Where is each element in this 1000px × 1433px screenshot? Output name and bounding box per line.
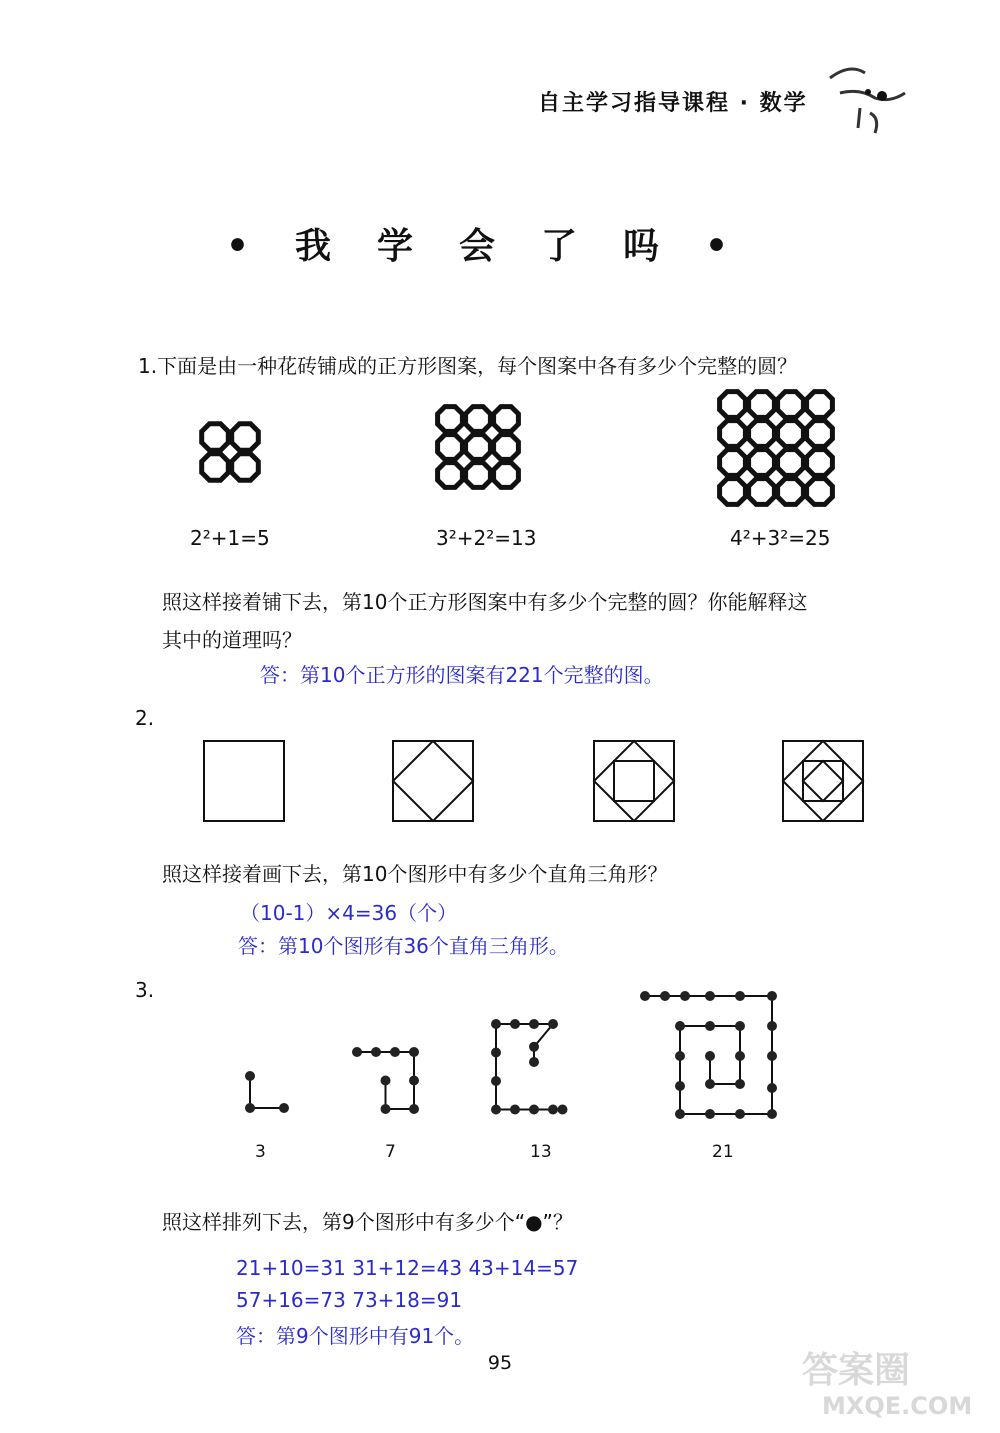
spiral-dot <box>767 1083 777 1093</box>
watermark-logo: 答案圈 <box>802 1350 911 1391</box>
spiral-dot <box>705 1079 715 1089</box>
q1-followup-line2: 其中的道理吗？ <box>162 628 302 652</box>
header-title: 自主学习指导课程 · 数学 <box>538 91 808 116</box>
spiral-dot <box>510 1019 520 1029</box>
octagon-tile <box>202 424 229 451</box>
octagon-tile <box>466 463 491 488</box>
spiral-dot <box>735 1079 745 1089</box>
octagon-tile <box>749 392 775 418</box>
octagon-tile <box>494 463 519 488</box>
spiral-dot <box>705 1109 715 1119</box>
spiral-dot <box>510 1105 520 1115</box>
octagon-tile <box>438 407 463 432</box>
spiral-dot <box>680 991 690 1001</box>
octagon-tile <box>438 435 463 460</box>
q3-number: 3. <box>135 978 155 1002</box>
spiral-dot <box>548 1019 558 1029</box>
spiral-dot <box>371 1047 381 1057</box>
octagon-tile <box>778 450 804 476</box>
watermark-url: MXQE.COM <box>822 1392 973 1420</box>
octagon-tile <box>232 454 259 481</box>
spiral-dot <box>491 1048 501 1058</box>
spiral-dot <box>409 1047 419 1057</box>
q1-tile-pattern-1 <box>200 422 270 492</box>
q2-figure-1 <box>203 740 285 822</box>
q2-number: 2. <box>135 706 155 730</box>
spiral-dot <box>705 991 715 1001</box>
octagon-tile <box>807 392 833 418</box>
octagon-tile <box>778 421 804 447</box>
q1-followup-line1: 照这样接着铺下去，第10个正方形图案中有多少个完整的圆？你能解释这 <box>162 590 808 614</box>
q1-question: 下面是由一种花砖铺成的正方形图案，每个图案中各有多少个完整的圆？ <box>157 354 798 378</box>
q2-calculation: （10-1）×4=36（个） <box>240 901 458 925</box>
octagon-tile <box>720 392 746 418</box>
spiral-dot <box>735 991 745 1001</box>
spiral-dot <box>390 1047 400 1057</box>
octagon-tile <box>720 479 746 505</box>
spiral-dot <box>675 1109 685 1119</box>
octagon-tile <box>807 450 833 476</box>
octagon-tile <box>778 392 804 418</box>
octagon-tile <box>466 407 491 432</box>
spiral-dot <box>735 1109 745 1119</box>
spiral-dot <box>409 1104 419 1114</box>
spiral-dot <box>381 1076 391 1086</box>
spiral-dot <box>491 1076 501 1086</box>
spiral-dot <box>409 1076 419 1086</box>
octagon-tile <box>494 435 519 460</box>
spiral-dot <box>529 1019 539 1029</box>
q1-formula-2: 3²+2²=13 <box>436 526 537 550</box>
spiral-dot <box>735 1051 745 1061</box>
q2-answer: 答：第10个图形有36个直角三角形。 <box>238 934 569 958</box>
spiral-dot <box>245 1071 255 1081</box>
spiral-dot <box>529 1057 539 1067</box>
spiral-dot <box>705 1051 715 1061</box>
q3-question: 照这样排列下去，第9个图形中有多少个“●”？ <box>162 1210 573 1234</box>
octagon-tile <box>720 450 746 476</box>
q1-number: 1. <box>138 354 158 378</box>
spiral-dot <box>767 1021 777 1031</box>
octagon-tile <box>749 479 775 505</box>
spiral-dot <box>640 991 650 1001</box>
spiral-line <box>496 1024 563 1110</box>
spiral-dot <box>735 1021 745 1031</box>
q3-calc-line1: 21+10=31 31+12=43 43+14=57 <box>236 1256 579 1280</box>
spiral-dot <box>675 1021 685 1031</box>
q2-figure-4 <box>782 740 864 822</box>
spiral-dot <box>705 1021 715 1031</box>
octagon-tile <box>232 424 259 451</box>
q3-dot-spiral-figures <box>0 980 760 1140</box>
spiral-dot <box>529 1105 539 1115</box>
spiral-dot <box>491 1105 501 1115</box>
spiral-dot <box>675 1081 685 1091</box>
q1-formula-1: 2²+1=5 <box>190 526 270 550</box>
octagon-tile <box>494 407 519 432</box>
spiral-dot <box>558 1105 568 1115</box>
q3-caption-3: 13 <box>530 1142 552 1162</box>
octagon-tile <box>720 421 746 447</box>
spiral-dot <box>491 1019 501 1029</box>
q2-question: 照这样接着画下去，第10个图形中有多少个直角三角形？ <box>162 862 668 886</box>
q1-tile-pattern-2 <box>436 405 526 495</box>
octagon-tile <box>807 479 833 505</box>
octagon-tile <box>749 421 775 447</box>
spiral-dot <box>767 1051 777 1061</box>
section-title: •我学会了吗• <box>225 225 775 267</box>
spiral-dot <box>675 1051 685 1061</box>
spiral-dot <box>381 1104 391 1114</box>
q2-figure-3 <box>593 740 675 822</box>
q1-text <box>138 350 797 379</box>
octagon-tile <box>807 421 833 447</box>
q3-caption-1: 3 <box>255 1142 266 1162</box>
q3-caption-2: 7 <box>385 1142 396 1162</box>
spiral-dot <box>352 1047 362 1057</box>
q1-answer: 答：第10个正方形的图案有221个完整的图。 <box>260 663 664 687</box>
q1-tile-pattern-3 <box>718 390 838 510</box>
q3-answer: 答：第9个图形中有91个。 <box>236 1324 475 1348</box>
octagon-tile <box>438 463 463 488</box>
header-doodle-icon <box>820 58 900 148</box>
q2-figure-2 <box>392 740 474 822</box>
octagon-tile <box>202 454 229 481</box>
q1-formula-3: 4²+3²=25 <box>730 526 831 550</box>
octagon-tile <box>466 435 491 460</box>
q3-calc-line2: 57+16=73 73+18=91 <box>236 1288 463 1312</box>
spiral-dot <box>245 1103 255 1113</box>
page-number: 95 <box>487 1352 513 1374</box>
octagon-tile <box>749 450 775 476</box>
spiral-dot <box>279 1103 289 1113</box>
spiral-dot <box>660 991 670 1001</box>
spiral-dot <box>548 1105 558 1115</box>
octagon-tile <box>778 479 804 505</box>
spiral-dot <box>767 1109 777 1119</box>
spiral-line <box>250 1076 284 1108</box>
spiral-dot <box>767 991 777 1001</box>
q3-caption-4: 21 <box>712 1142 734 1162</box>
spiral-dot <box>529 1042 539 1052</box>
